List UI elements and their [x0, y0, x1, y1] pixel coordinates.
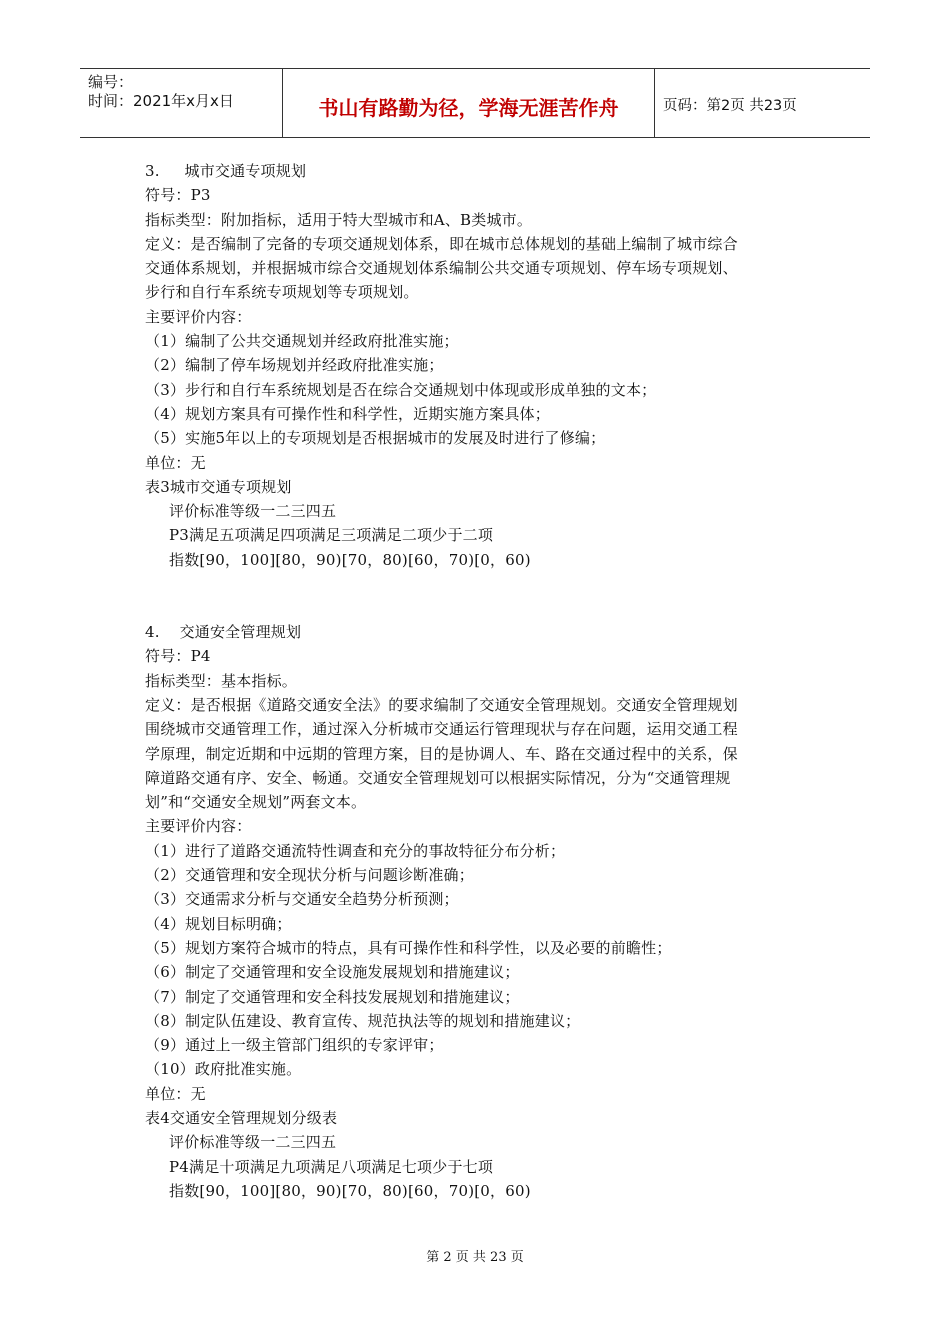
- section-heading: 4. 交通安全管理规划: [145, 623, 302, 642]
- list-item: （9）通过上一级主管部门组织的专家评审；: [145, 1036, 444, 1055]
- paragraph-line: 定义：是否编制了完备的专项交通规划体系，即在城市总体规划的基础上编制了城市综合: [145, 234, 738, 253]
- paragraph-line: 符号：P3: [145, 186, 211, 205]
- list-item: （3）步行和自行车系统规划是否在综合交通规划中体现或形成单独的文本；: [145, 380, 657, 399]
- paragraph-line: 交通体系规划，并根据城市综合交通规划体系编制公共交通专项规划、停车场专项规划、: [145, 259, 738, 278]
- paragraph-line: 主要评价内容：: [145, 307, 252, 326]
- table-caption: 表4交通安全管理规划分级表: [145, 1108, 338, 1127]
- header-meta-cell: [80, 69, 283, 137]
- paragraph-line: 划”和“交通安全规划”两套文本。: [145, 793, 367, 812]
- list-item: （7）制定了交通管理和安全科技发展规划和措施建议；: [145, 987, 520, 1006]
- list-item: （8）制定队伍建设、教育宣传、规范执法等的规划和措施建议；: [145, 1011, 581, 1030]
- list-item: （3）交通需求分析与交通安全趋势分析预测；: [145, 890, 459, 909]
- paragraph-line: 学原理，制定近期和中远期的管理方案，目的是协调人、车、路在交通过程中的关系，保: [145, 744, 738, 763]
- table-row: 评价标准等级一二三四五: [169, 1133, 337, 1152]
- section-traffic-safety-management-planning: [145, 620, 810, 1203]
- page-header: [80, 68, 870, 138]
- paragraph-line: 步行和自行车系统专项规划等专项规划。: [145, 283, 419, 302]
- table-row: 评价标准等级一二三四五: [169, 502, 337, 521]
- paragraph-line: 定义：是否根据《道路交通安全法》的要求编制了交通安全管理规划。交通安全管理规划: [145, 695, 738, 714]
- list-item: （4）规划方案具有可操作性和科学性，近期实施方案具体；: [145, 404, 550, 423]
- paragraph-line: 指标类型：附加指标，适用于特大型城市和A、B类城市。: [145, 210, 533, 229]
- header-page-info: 页码：第2页 共23页: [663, 98, 797, 114]
- section-spacer: [145, 572, 810, 620]
- table-row: 指数[90，100][80，90)[70，80)[60，70)[0，60): [169, 1181, 531, 1200]
- paragraph-line: 主要评价内容：: [145, 817, 252, 836]
- paragraph-line: 围绕城市交通管理工作，通过深入分析城市交通运行管理现状与存在问题，运用交通工程: [145, 720, 738, 739]
- table-row: P4满足十项满足九项满足八项满足七项少于七项: [169, 1157, 494, 1176]
- paragraph-line: 符号：P4: [145, 647, 211, 666]
- table-row: P3满足五项满足四项满足三项满足二项少于二项: [169, 526, 494, 545]
- table-caption: 表3城市交通专项规划: [145, 477, 292, 496]
- header-motto: 书山有路勤为径，学海无涯苦作舟: [318, 96, 619, 120]
- paragraph-line: 单位：无: [145, 1084, 206, 1103]
- list-item: （4）规划目标明确；: [145, 914, 292, 933]
- paragraph-line: 障道路交通有序、安全、畅通。交通安全管理规划可以根据实际情况，分为“交通管理规: [145, 768, 731, 787]
- list-item: （5）实施5年以上的专项规划是否根据城市的发展及时进行了修编；: [145, 429, 606, 448]
- paragraph-line: 单位：无: [145, 453, 206, 472]
- table-row: 指数[90，100][80，90)[70，80)[60，70)[0，60): [169, 550, 531, 569]
- list-item: （5）规划方案符合城市的特点，具有可操作性和科学性，以及必要的前瞻性；: [145, 938, 672, 957]
- list-item: （2）交通管理和安全现状分析与问题诊断准确；: [145, 866, 474, 885]
- document-number-label: 编号：: [88, 73, 134, 91]
- document-date: 时间：2021年x月x日: [88, 92, 234, 110]
- list-item: （2）编制了停车场规划并经政府批准实施；: [145, 356, 444, 375]
- list-item: （10）政府批准实施。: [145, 1060, 302, 1079]
- list-item: （1）编制了公共交通规划并经政府批准实施；: [145, 332, 459, 351]
- list-item: （1）进行了道路交通流特性调查和充分的事故特征分布分析；: [145, 841, 566, 860]
- section-urban-traffic-special-planning: [145, 159, 810, 572]
- document-body: [145, 159, 810, 1203]
- header-motto-cell: [283, 69, 655, 137]
- header-page-cell: [655, 69, 870, 137]
- list-item: （6）制定了交通管理和安全设施发展规划和措施建议；: [145, 963, 520, 982]
- paragraph-line: 指标类型：基本指标。: [145, 671, 298, 690]
- page-footer: 第 2 页 共 23 页: [426, 1250, 524, 1265]
- section-heading: 3. 城市交通专项规划: [145, 162, 307, 180]
